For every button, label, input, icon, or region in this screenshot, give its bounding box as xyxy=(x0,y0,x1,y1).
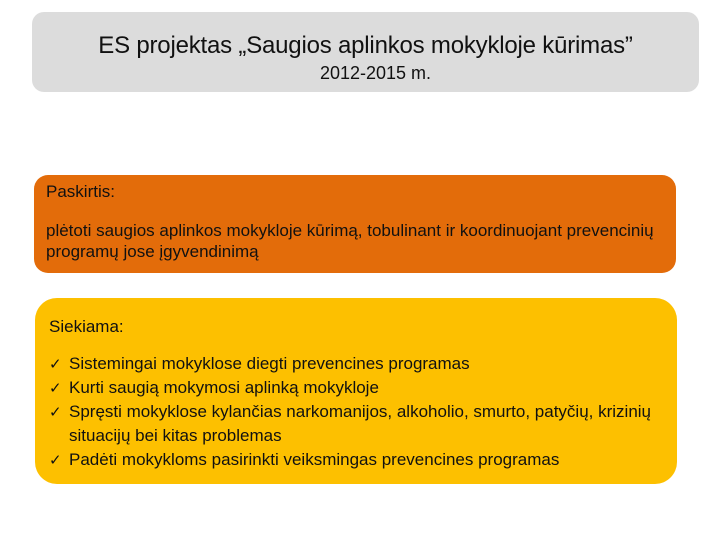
list-item xyxy=(49,352,663,376)
list-item xyxy=(49,400,663,448)
purpose-heading: Paskirtis: xyxy=(46,182,115,201)
aim-text: Kurti saugią mokymosi aplinką mokykloje xyxy=(69,378,379,397)
page-subtitle: 2012-2015 m. xyxy=(319,63,432,83)
aims-list xyxy=(49,352,663,472)
check-icon: ✓ xyxy=(49,451,62,469)
aims-box xyxy=(35,298,677,484)
check-icon: ✓ xyxy=(49,379,62,397)
title-banner xyxy=(32,12,699,92)
purpose-box xyxy=(34,175,676,273)
aims-heading: Siekiama: xyxy=(49,317,124,336)
list-item xyxy=(49,448,663,472)
aim-text: Spręsti mokyklose kylančias narkomanijos, alkoholio, smurto, patyčių, krizinių situacijų bei kitas problemas xyxy=(69,402,652,445)
list-item xyxy=(49,376,663,400)
page-title: ES projektas „Saugios aplinkos mokykloje kūrimas” xyxy=(98,32,633,59)
check-icon: ✓ xyxy=(49,355,62,373)
aim-text: Sistemingai mokyklose diegti prevencines programas xyxy=(69,354,470,373)
purpose-text: plėtoti saugios aplinkos mokykloje kūrimą, tobulinant ir koordinuojant prevencinių programų jose įgyvendinimą xyxy=(46,221,654,261)
aim-text: Padėti mokykloms pasirinkti veiksmingas prevencines programas xyxy=(69,450,560,469)
check-icon: ✓ xyxy=(49,403,62,421)
